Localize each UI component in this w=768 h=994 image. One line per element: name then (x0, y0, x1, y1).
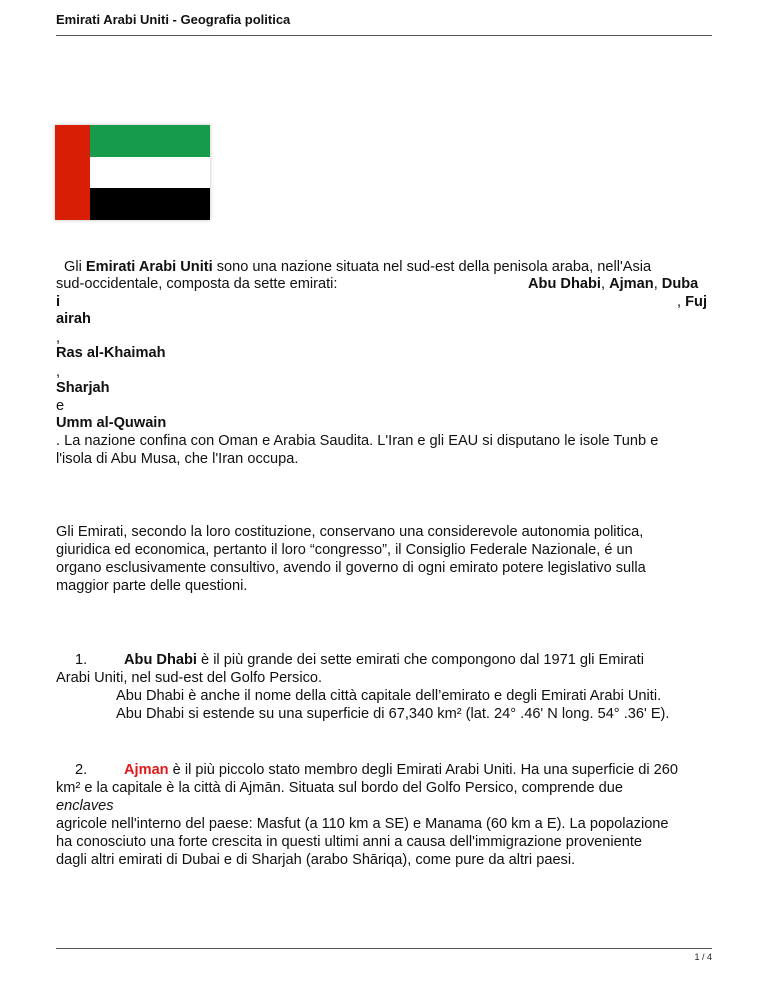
item-1-number: 1. (75, 652, 88, 668)
paragraph-2-line-4: maggior parte delle questioni. (56, 578, 248, 594)
item-2-title: Ajman (124, 762, 169, 778)
intro-sharjah: Sharjah (56, 380, 110, 396)
item-2-line-6: dagli altri emirati di Dubai e di Sharjah (arabo Shāriqa), come pure da altri paesi. (56, 852, 576, 868)
item-2-line-2: km² e la capitale è la città di Ajmān. Situata sul bordo del Golfo Persico, comprende due (56, 780, 624, 796)
intro-fuj: , Fuj (677, 294, 707, 310)
intro-line-3: i (56, 294, 61, 310)
item-1-line-4: Abu Dhabi si estende su una superficie di 67,340 km² (lat. 24° .46' N long. 54° .36' E). (116, 706, 670, 722)
intro-umm-al-quwain: Umm al-Quwain (56, 415, 167, 431)
item-1-line-3: Abu Dhabi è anche il nome della città capitale dell’emirato e degli Emirati Arabi Uniti. (116, 688, 662, 704)
intro-country-name: Emirati Arabi Uniti (85, 259, 213, 275)
item-2-line-4: agricole nell'interno del paese: Masfut (a 110 km a SE) e Manama (60 km a E). La popolazione (56, 816, 669, 832)
intro-ras-al-khaimah: Ras al-Khaimah (56, 345, 166, 361)
page-number: 1 / 4 (694, 952, 712, 962)
item-2-line-5: ha conosciuto una forte crescita in questi ultimi anni a causa dell'immigrazione proveniente (56, 834, 643, 850)
item-2-line-1: Ajman è il più piccolo stato membro degli Emirati Arabi Uniti. Ha una superficie di 260 (124, 762, 679, 778)
intro-emirates-inline: Abu Dhabi, Ajman, Duba (528, 276, 699, 292)
item-2-line-3: enclaves (56, 798, 114, 814)
intro-comma-1: , (56, 330, 61, 346)
paragraph-2-line-2: giuridica ed economica, pertanto il loro “congresso”, il Consiglio Federale Nazionale, é un (56, 542, 633, 558)
paragraph-2-line-1: Gli Emirati, secondo la loro costituzione, conservano una considerevole autonomia politica, (56, 524, 644, 540)
intro-line-end-2: l'isola di Abu Musa, che l'Iran occupa. (56, 451, 299, 467)
flag-green-stripe (90, 125, 210, 157)
flag-white-stripe (90, 157, 210, 188)
intro-conj: e (56, 398, 65, 414)
item-2-number: 2. (75, 762, 88, 778)
flag-red-band (55, 125, 90, 220)
page-header-title: Emirati Arabi Uniti - Geografia politica (56, 12, 291, 27)
intro-airah: airah (56, 311, 91, 327)
item-1-line-1: Abu Dhabi è il più grande dei sette emirati che compongono dal 1971 gli Emirati (124, 652, 644, 668)
footer-divider (56, 948, 712, 949)
paragraph-2-line-3: organo esclusivamente consultivo, avendo il governo di ogni emirato potere legislativo sulla (56, 560, 646, 576)
intro-line-1: Gli Emirati Arabi Uniti sono una nazione situata nel sud-est della penisola araba, nell'Asia (64, 259, 652, 275)
flag-black-stripe (90, 188, 210, 220)
intro-line-end-1: . La nazione confina con Oman e Arabia Saudita. L'Iran e gli EAU si disputano le isole Tunb e (56, 433, 659, 449)
item-1-title: Abu Dhabi (124, 652, 197, 668)
intro-comma-2: , (56, 364, 61, 380)
item-1-line-2: Arabi Uniti, nel sud-est del Golfo Persico. (56, 670, 323, 686)
uae-flag-image (55, 125, 210, 220)
header-divider (56, 35, 712, 36)
intro-line-2: sud-occidentale, composta da sette emirati: (56, 276, 338, 292)
